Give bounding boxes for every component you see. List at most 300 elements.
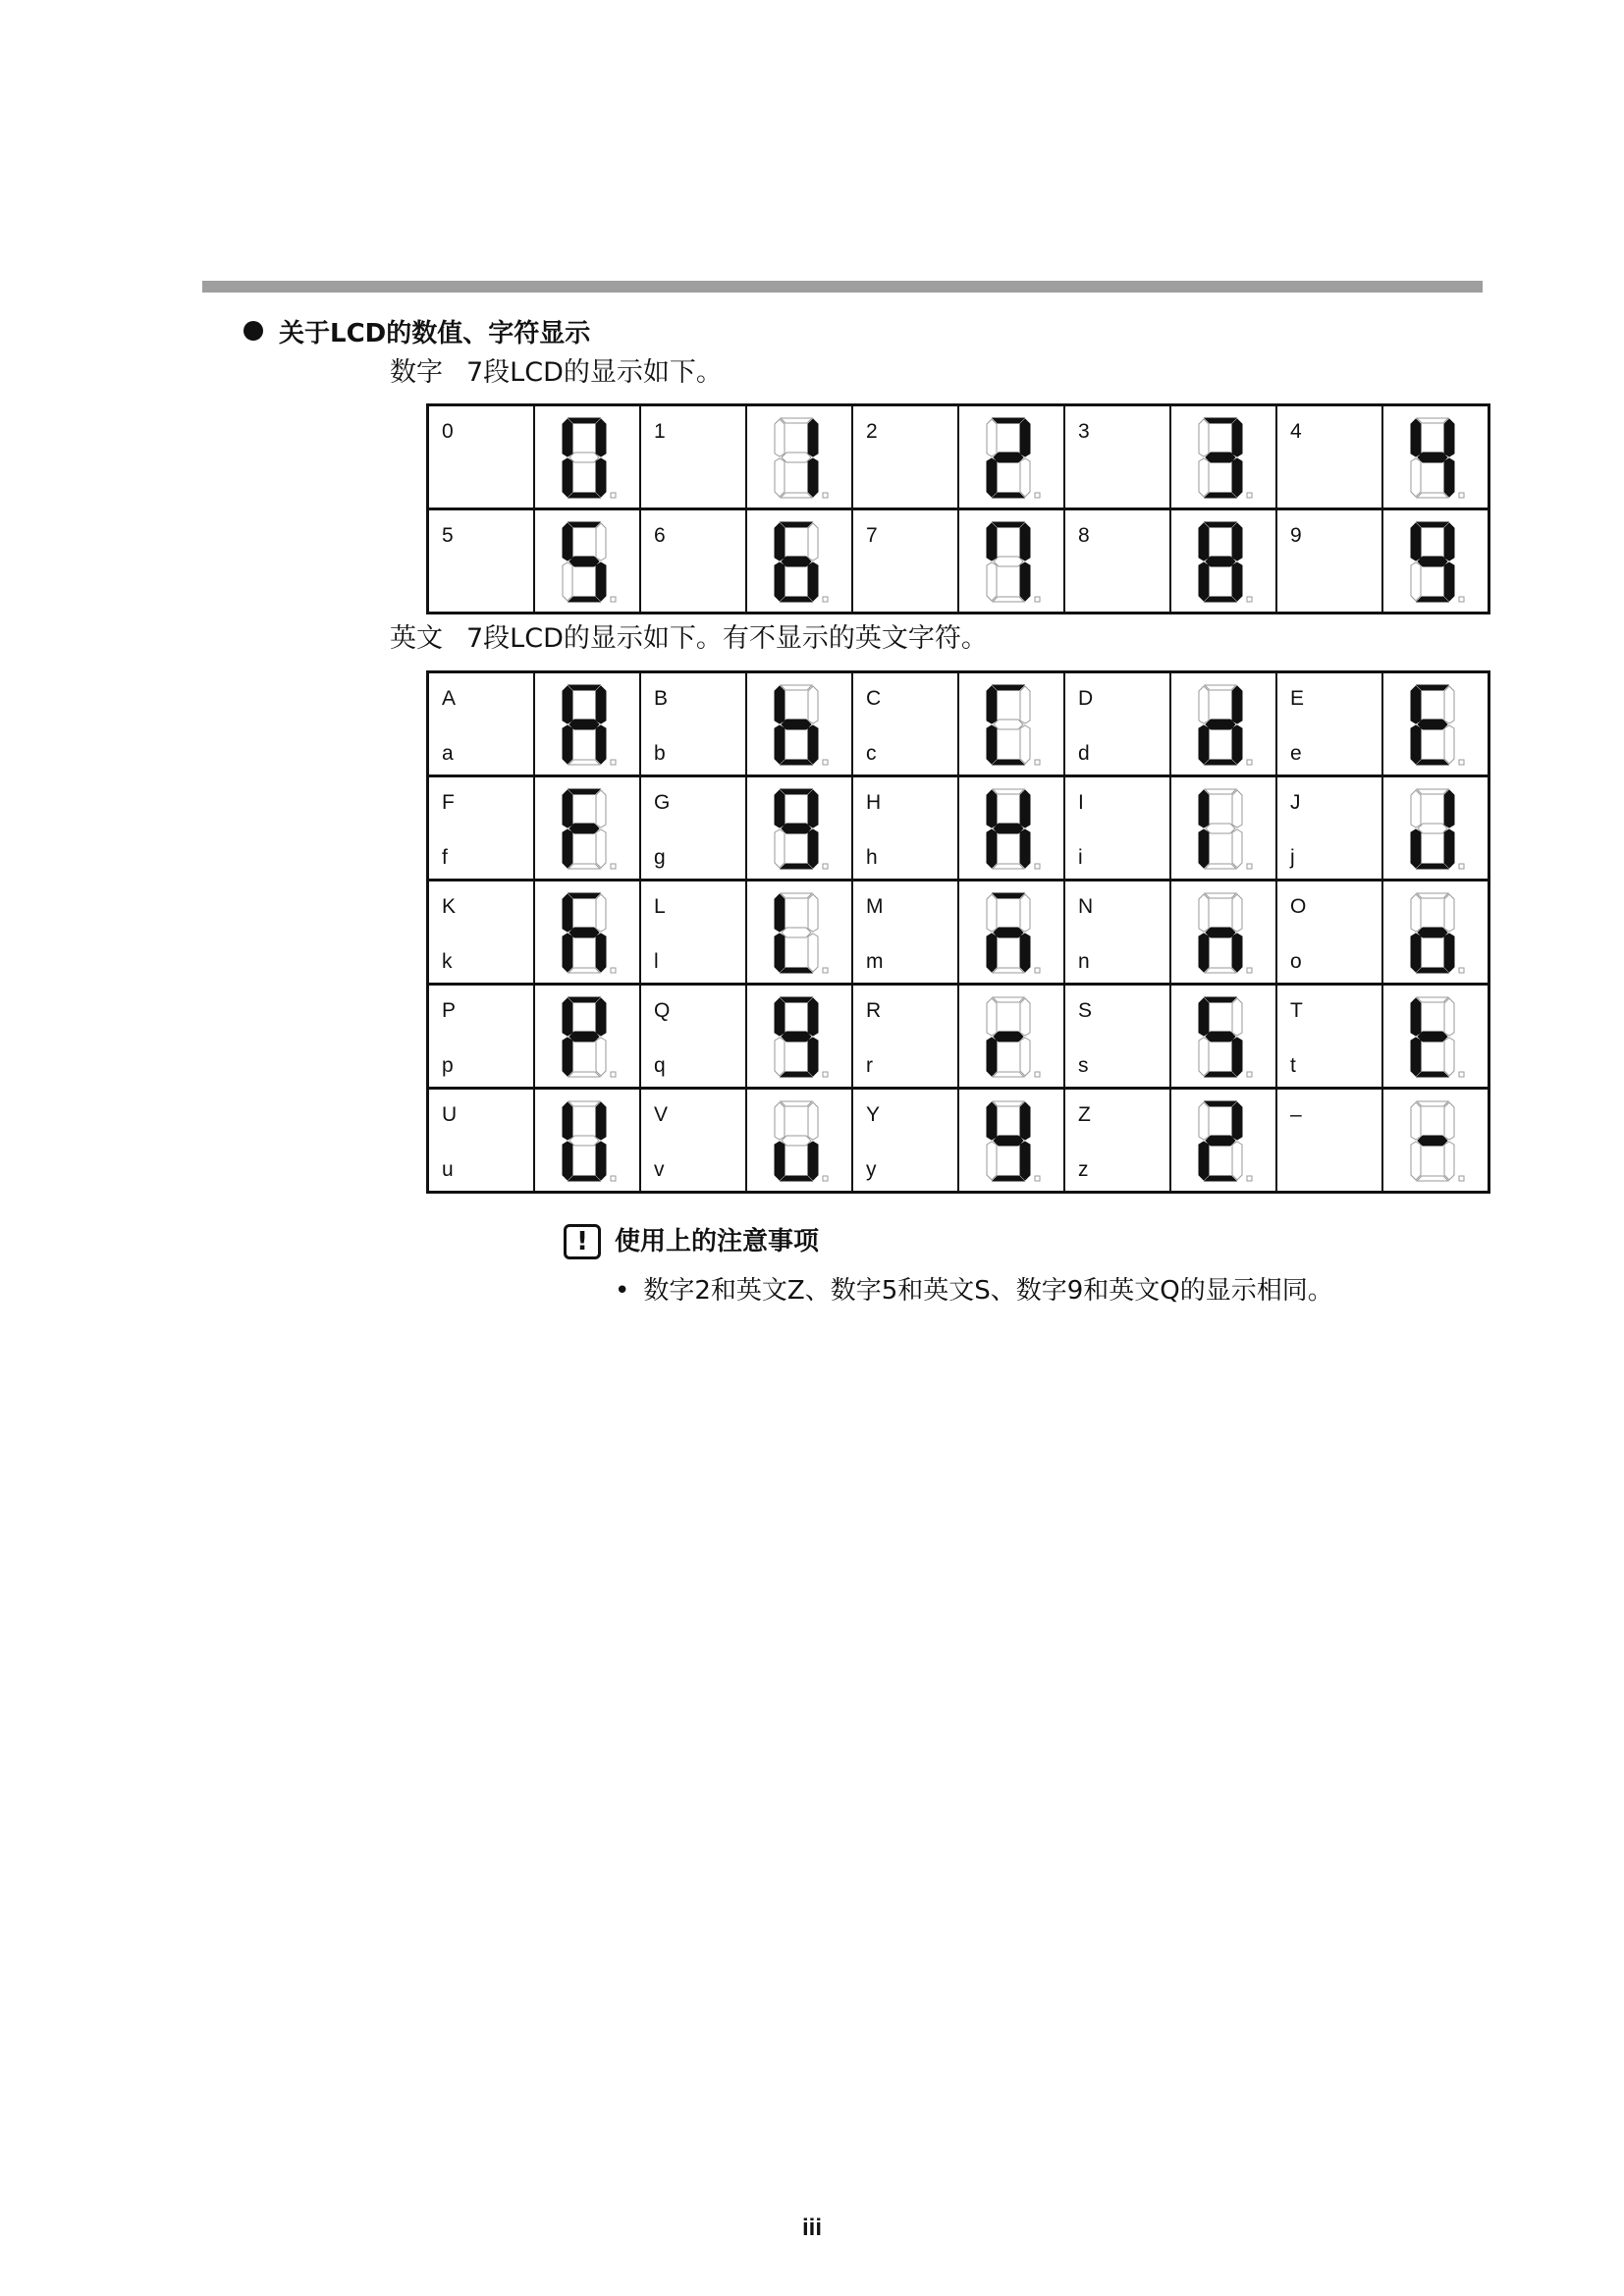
segment-g-on (1206, 928, 1235, 937)
segment-a-on (781, 997, 812, 1002)
segment-f-off (1411, 790, 1421, 828)
segment-e-on (987, 725, 997, 764)
seven-segment-glyph (1171, 1090, 1275, 1191)
segment-a-on (1205, 418, 1236, 423)
segment-a-on (1205, 1101, 1236, 1106)
segment-c-on (1020, 562, 1030, 601)
bullet-icon (244, 321, 263, 341)
char-label-lower: e (1290, 742, 1302, 765)
char-label-cell (1064, 776, 1170, 881)
decimal-point (823, 1176, 828, 1181)
decimal-point (823, 968, 828, 973)
lcd-display-cell (534, 405, 640, 509)
char-label-cell (1276, 405, 1382, 509)
char-label-cell (428, 881, 535, 985)
segment-e-off (987, 562, 997, 601)
char-label: U (442, 1103, 458, 1126)
char-label-cell (1064, 1089, 1170, 1193)
lcd-display-cell (958, 672, 1064, 776)
segment-f-off (1199, 894, 1209, 932)
segment-b-on (808, 998, 818, 1036)
lcd-display-cell (534, 1089, 640, 1193)
segment-g-on (994, 1032, 1023, 1041)
segment-b-on (596, 1102, 606, 1140)
segment-f-off (1199, 1102, 1209, 1140)
segment-b-on (596, 686, 606, 723)
segment-c-off (596, 829, 606, 868)
segment-g-off (994, 557, 1023, 566)
segment-c-off (1444, 725, 1454, 764)
segment-d-on (781, 1072, 812, 1077)
segment-e-on (563, 725, 572, 764)
seven-segment-glyph (959, 881, 1063, 983)
segment-a-on (781, 522, 812, 527)
char-label-cell (852, 985, 958, 1089)
segment-g-on (782, 824, 811, 833)
segment-g-off (569, 453, 599, 462)
seven-segment-glyph (535, 673, 639, 774)
segment-g-on (1418, 928, 1447, 937)
segment-c-off (1444, 1038, 1454, 1076)
decimal-point (1035, 597, 1040, 602)
segment-f-on (987, 523, 997, 561)
segment-f-on (563, 419, 572, 456)
decimal-point (1035, 760, 1040, 765)
seven-segment-glyph (959, 406, 1063, 507)
char-label: G (654, 791, 671, 814)
segment-c-on (596, 725, 606, 764)
segment-b-off (1232, 790, 1242, 828)
segment-f-on (1199, 790, 1209, 828)
page-number: iii (801, 2215, 822, 2241)
char-label-lower: i (1078, 846, 1083, 869)
segment-e-off (1199, 1038, 1209, 1076)
segment-c-off (596, 1038, 606, 1076)
segment-d-off (568, 968, 600, 973)
lcd-display-cell (1170, 509, 1276, 614)
segment-f-on (563, 998, 572, 1036)
segment-d-on (568, 493, 600, 498)
decimal-point (1035, 493, 1040, 498)
segment-e-on (987, 1038, 997, 1076)
char-label-cell (1276, 1089, 1382, 1193)
table-row (428, 776, 1489, 881)
segment-b-on (1020, 790, 1030, 828)
segment-b-off (596, 523, 606, 561)
segment-g-on (994, 928, 1023, 937)
char-label: 7 (866, 524, 878, 547)
segment-b-off (808, 1102, 818, 1140)
decimal-point (1247, 597, 1252, 602)
table-row (428, 509, 1489, 614)
segment-a-on (781, 789, 812, 794)
char-label-cell (1276, 776, 1382, 881)
segment-g-on (782, 1032, 811, 1041)
char-label-lower: c (866, 742, 877, 765)
seven-segment-glyph (747, 406, 851, 507)
char-label: V (654, 1103, 669, 1126)
char-label-lower: z (1078, 1158, 1089, 1181)
segment-b-off (808, 894, 818, 932)
lcd-display-cell (746, 1089, 852, 1193)
lcd-display-cell (746, 776, 852, 881)
lcd-display-cell (1382, 509, 1489, 614)
segment-f-on (563, 686, 572, 723)
decimal-point (611, 597, 616, 602)
seven-segment-glyph (747, 777, 851, 879)
seven-segment-glyph (959, 986, 1063, 1087)
segment-g-on (1206, 1032, 1235, 1041)
decimal-point (1247, 864, 1252, 869)
segment-d-off (1205, 864, 1236, 869)
char-label-cell (1064, 881, 1170, 985)
segment-a-on (993, 522, 1024, 527)
segment-a-on (1417, 522, 1448, 527)
segment-a-on (993, 418, 1024, 423)
char-label: 9 (1290, 524, 1302, 547)
segment-d-on (993, 493, 1024, 498)
char-label-cell (852, 509, 958, 614)
segment-e-off (1411, 1142, 1421, 1180)
segment-a-on (568, 418, 600, 423)
decimal-point (1247, 760, 1252, 765)
segment-e-on (563, 934, 572, 972)
segment-b-on (1020, 419, 1030, 456)
segment-b-off (1444, 1102, 1454, 1140)
decimal-point (1459, 493, 1464, 498)
lcd-display-cell (534, 985, 640, 1089)
segment-a-off (568, 1101, 600, 1106)
char-label-cell (852, 776, 958, 881)
char-label-lower: l (654, 950, 659, 973)
seven-segment-glyph (1171, 510, 1275, 612)
char-label-lower: r (866, 1054, 873, 1077)
char-label-cell (852, 672, 958, 776)
segment-c-on (1444, 934, 1454, 972)
segment-c-on (808, 1142, 818, 1180)
segment-e-off (563, 562, 572, 601)
segment-a-off (993, 997, 1024, 1002)
segment-e-off (1411, 562, 1421, 601)
segment-f-on (775, 790, 785, 828)
decimal-point (1247, 493, 1252, 498)
segment-b-on (1020, 1102, 1030, 1140)
char-label-cell (428, 776, 535, 881)
segment-g-on (1418, 557, 1447, 566)
lcd-display-cell (1170, 985, 1276, 1089)
segment-d-on (781, 760, 812, 765)
segment-f-on (1411, 419, 1421, 456)
segment-c-off (1020, 1038, 1030, 1076)
segment-f-on (1411, 523, 1421, 561)
segment-f-on (775, 998, 785, 1036)
segment-b-off (1444, 998, 1454, 1036)
char-label-cell (852, 1089, 958, 1193)
segment-d-on (568, 1176, 600, 1181)
segment-e-on (1199, 934, 1209, 972)
segment-a-off (781, 685, 812, 690)
char-label-lower: y (866, 1158, 877, 1181)
seven-segment-glyph (1383, 777, 1488, 879)
segment-d-on (1205, 597, 1236, 602)
segment-a-off (781, 1101, 812, 1106)
segment-c-on (808, 562, 818, 601)
char-label-lower: d (1078, 742, 1090, 765)
char-label: N (1078, 895, 1094, 918)
lcd-display-cell (958, 1089, 1064, 1193)
segment-g-off (782, 928, 811, 937)
segment-b-off (596, 790, 606, 828)
segment-c-on (1232, 934, 1242, 972)
segment-b-on (1444, 523, 1454, 561)
segment-g-on (1418, 453, 1447, 462)
seven-segment-glyph (1171, 986, 1275, 1087)
segment-b-on (1444, 419, 1454, 456)
segment-g-on (569, 928, 599, 937)
lcd-display-cell (1170, 881, 1276, 985)
decimal-point (611, 760, 616, 765)
segment-g-off (1418, 824, 1447, 833)
lcd-display-cell (958, 509, 1064, 614)
numbers-caption-text: 7段LCD的显示如下。 (466, 357, 723, 388)
segment-f-on (1199, 523, 1209, 561)
decimal-point (1459, 1176, 1464, 1181)
char-label-lower: p (442, 1054, 454, 1077)
char-label: B (654, 687, 669, 710)
segment-e-on (563, 1038, 572, 1076)
table-row (428, 405, 1489, 509)
char-label: 1 (654, 420, 666, 443)
segment-b-on (808, 790, 818, 828)
segment-g-on (1206, 720, 1235, 729)
segment-c-off (1232, 829, 1242, 868)
seven-segment-glyph (747, 673, 851, 774)
lcd-display-cell (958, 776, 1064, 881)
char-label-lower: m (866, 950, 884, 973)
char-label: P (442, 999, 457, 1022)
segment-d-on (1417, 864, 1448, 869)
char-label-lower: k (442, 950, 453, 973)
segment-c-off (1020, 458, 1030, 497)
decimal-point (1035, 864, 1040, 869)
segment-f-on (775, 894, 785, 932)
segment-a-off (993, 1101, 1024, 1106)
segment-d-off (568, 864, 600, 869)
segment-e-on (987, 829, 997, 868)
segment-d-on (1417, 968, 1448, 973)
char-label: R (866, 999, 882, 1022)
char-label-cell (1064, 985, 1170, 1089)
segment-f-on (987, 686, 997, 723)
segment-d-on (1417, 760, 1448, 765)
decimal-point (1459, 968, 1464, 973)
char-label: C (866, 687, 882, 710)
segment-c-on (1020, 1142, 1030, 1180)
section-title (244, 316, 590, 351)
segment-b-on (596, 419, 606, 456)
segment-e-on (775, 1142, 785, 1180)
lcd-display-cell (1170, 405, 1276, 509)
segment-g-on (994, 824, 1023, 833)
segment-a-off (781, 893, 812, 898)
char-label-cell (428, 405, 535, 509)
segment-e-on (987, 458, 997, 497)
segment-d-on (568, 597, 600, 602)
seven-segment-glyph (1383, 986, 1488, 1087)
letters-caption (390, 621, 988, 657)
char-label-lower: q (654, 1054, 666, 1077)
char-label: A (442, 687, 457, 710)
segment-e-on (1199, 725, 1209, 764)
segment-e-on (1199, 562, 1209, 601)
lcd-display-cell (534, 776, 640, 881)
char-label: E (1290, 687, 1305, 710)
segment-b-off (1444, 894, 1454, 932)
char-label: M (866, 895, 884, 918)
seven-segment-glyph (535, 986, 639, 1087)
seven-segment-glyph (1171, 881, 1275, 983)
char-label-cell (852, 881, 958, 985)
char-label: D (1078, 687, 1094, 710)
segment-c-on (596, 458, 606, 497)
decimal-point (1035, 1072, 1040, 1077)
segment-c-on (596, 562, 606, 601)
char-label-cell (1276, 985, 1382, 1089)
char-label-lower: s (1078, 1054, 1089, 1077)
segment-d-off (1417, 493, 1448, 498)
segment-d-on (993, 1176, 1024, 1181)
decimal-point (1035, 968, 1040, 973)
lcd-display-cell (1382, 985, 1489, 1089)
segment-d-on (1417, 597, 1448, 602)
segment-f-on (987, 1102, 997, 1140)
char-label: 5 (442, 524, 454, 547)
segment-c-on (1232, 562, 1242, 601)
decimal-point (1459, 597, 1464, 602)
char-label: 0 (442, 420, 454, 443)
seven-segment-glyph (747, 1090, 851, 1191)
char-label: 2 (866, 420, 878, 443)
table-row (428, 1089, 1489, 1193)
segment-e-on (1411, 829, 1421, 868)
seven-segment-glyph (535, 510, 639, 612)
segment-g-on (569, 720, 599, 729)
segment-c-off (1444, 1142, 1454, 1180)
section-title-text: 关于LCD的数值、字符显示 (279, 319, 591, 348)
lcd-display-cell (534, 881, 640, 985)
notice-title: 使用上的注意事项 (615, 1227, 820, 1256)
segment-g-on (1418, 1136, 1447, 1146)
seven-segment-glyph (1171, 673, 1275, 774)
char-label-cell (1276, 509, 1382, 614)
segment-g-off (569, 1136, 599, 1146)
segment-c-on (596, 1142, 606, 1180)
seven-segment-glyph (959, 673, 1063, 774)
segment-d-off (1417, 1176, 1448, 1181)
segment-a-off (1417, 789, 1448, 794)
decimal-point (611, 864, 616, 869)
segment-d-off (781, 493, 812, 498)
segment-g-on (569, 824, 599, 833)
lcd-display-cell (746, 881, 852, 985)
segment-b-off (1232, 894, 1242, 932)
segment-d-off (568, 760, 600, 765)
segment-g-on (994, 453, 1023, 462)
segment-b-on (1020, 523, 1030, 561)
decimal-point (823, 493, 828, 498)
segment-e-off (775, 829, 785, 868)
segment-a-on (568, 997, 600, 1002)
segment-f-on (987, 790, 997, 828)
char-label-cell (1276, 672, 1382, 776)
segment-c-on (596, 934, 606, 972)
segment-f-off (987, 419, 997, 456)
char-label: Q (654, 999, 671, 1022)
char-label-cell (640, 509, 746, 614)
segment-f-off (1199, 686, 1209, 723)
segment-b-off (1232, 998, 1242, 1036)
segment-f-on (1199, 998, 1209, 1036)
segment-d-off (993, 1072, 1024, 1077)
char-label-cell (640, 985, 746, 1089)
char-label-cell (428, 509, 535, 614)
decimal-point (823, 760, 828, 765)
char-label: O (1290, 895, 1307, 918)
segment-c-on (1444, 562, 1454, 601)
char-label-lower: j (1290, 846, 1295, 869)
segment-b-off (808, 523, 818, 561)
char-label-cell (640, 881, 746, 985)
segment-d-on (781, 597, 812, 602)
table-row (428, 985, 1489, 1089)
segment-b-off (1020, 686, 1030, 723)
segment-e-on (563, 458, 572, 497)
digit-table (426, 403, 1490, 614)
segment-e-on (775, 934, 785, 972)
letter-table (426, 670, 1490, 1194)
lcd-display-cell (1382, 405, 1489, 509)
seven-segment-glyph (959, 777, 1063, 879)
lcd-display-cell (958, 881, 1064, 985)
segment-e-on (563, 1142, 572, 1180)
segment-b-off (1020, 894, 1030, 932)
segment-f-off (775, 1102, 785, 1140)
char-label-cell (1064, 405, 1170, 509)
seven-segment-glyph (535, 881, 639, 983)
segment-f-on (775, 686, 785, 723)
char-label-cell (852, 405, 958, 509)
seven-segment-glyph (1383, 673, 1488, 774)
segment-a-off (1205, 893, 1236, 898)
segment-b-off (1020, 998, 1030, 1036)
char-label: L (654, 895, 666, 918)
seven-segment-glyph (1383, 881, 1488, 983)
segment-d-on (781, 1176, 812, 1181)
segment-g-on (1206, 453, 1235, 462)
segment-f-off (987, 998, 997, 1036)
char-label: 4 (1290, 420, 1302, 443)
char-label-cell (428, 1089, 535, 1193)
segment-e-on (775, 562, 785, 601)
segment-b-off (1444, 686, 1454, 723)
segment-c-on (1020, 829, 1030, 868)
char-label: Y (866, 1103, 881, 1126)
segment-g-on (569, 1032, 599, 1041)
char-label: 3 (1078, 420, 1090, 443)
segment-a-off (1417, 997, 1448, 1002)
decimal-point (611, 1176, 616, 1181)
char-label-cell (1276, 881, 1382, 985)
